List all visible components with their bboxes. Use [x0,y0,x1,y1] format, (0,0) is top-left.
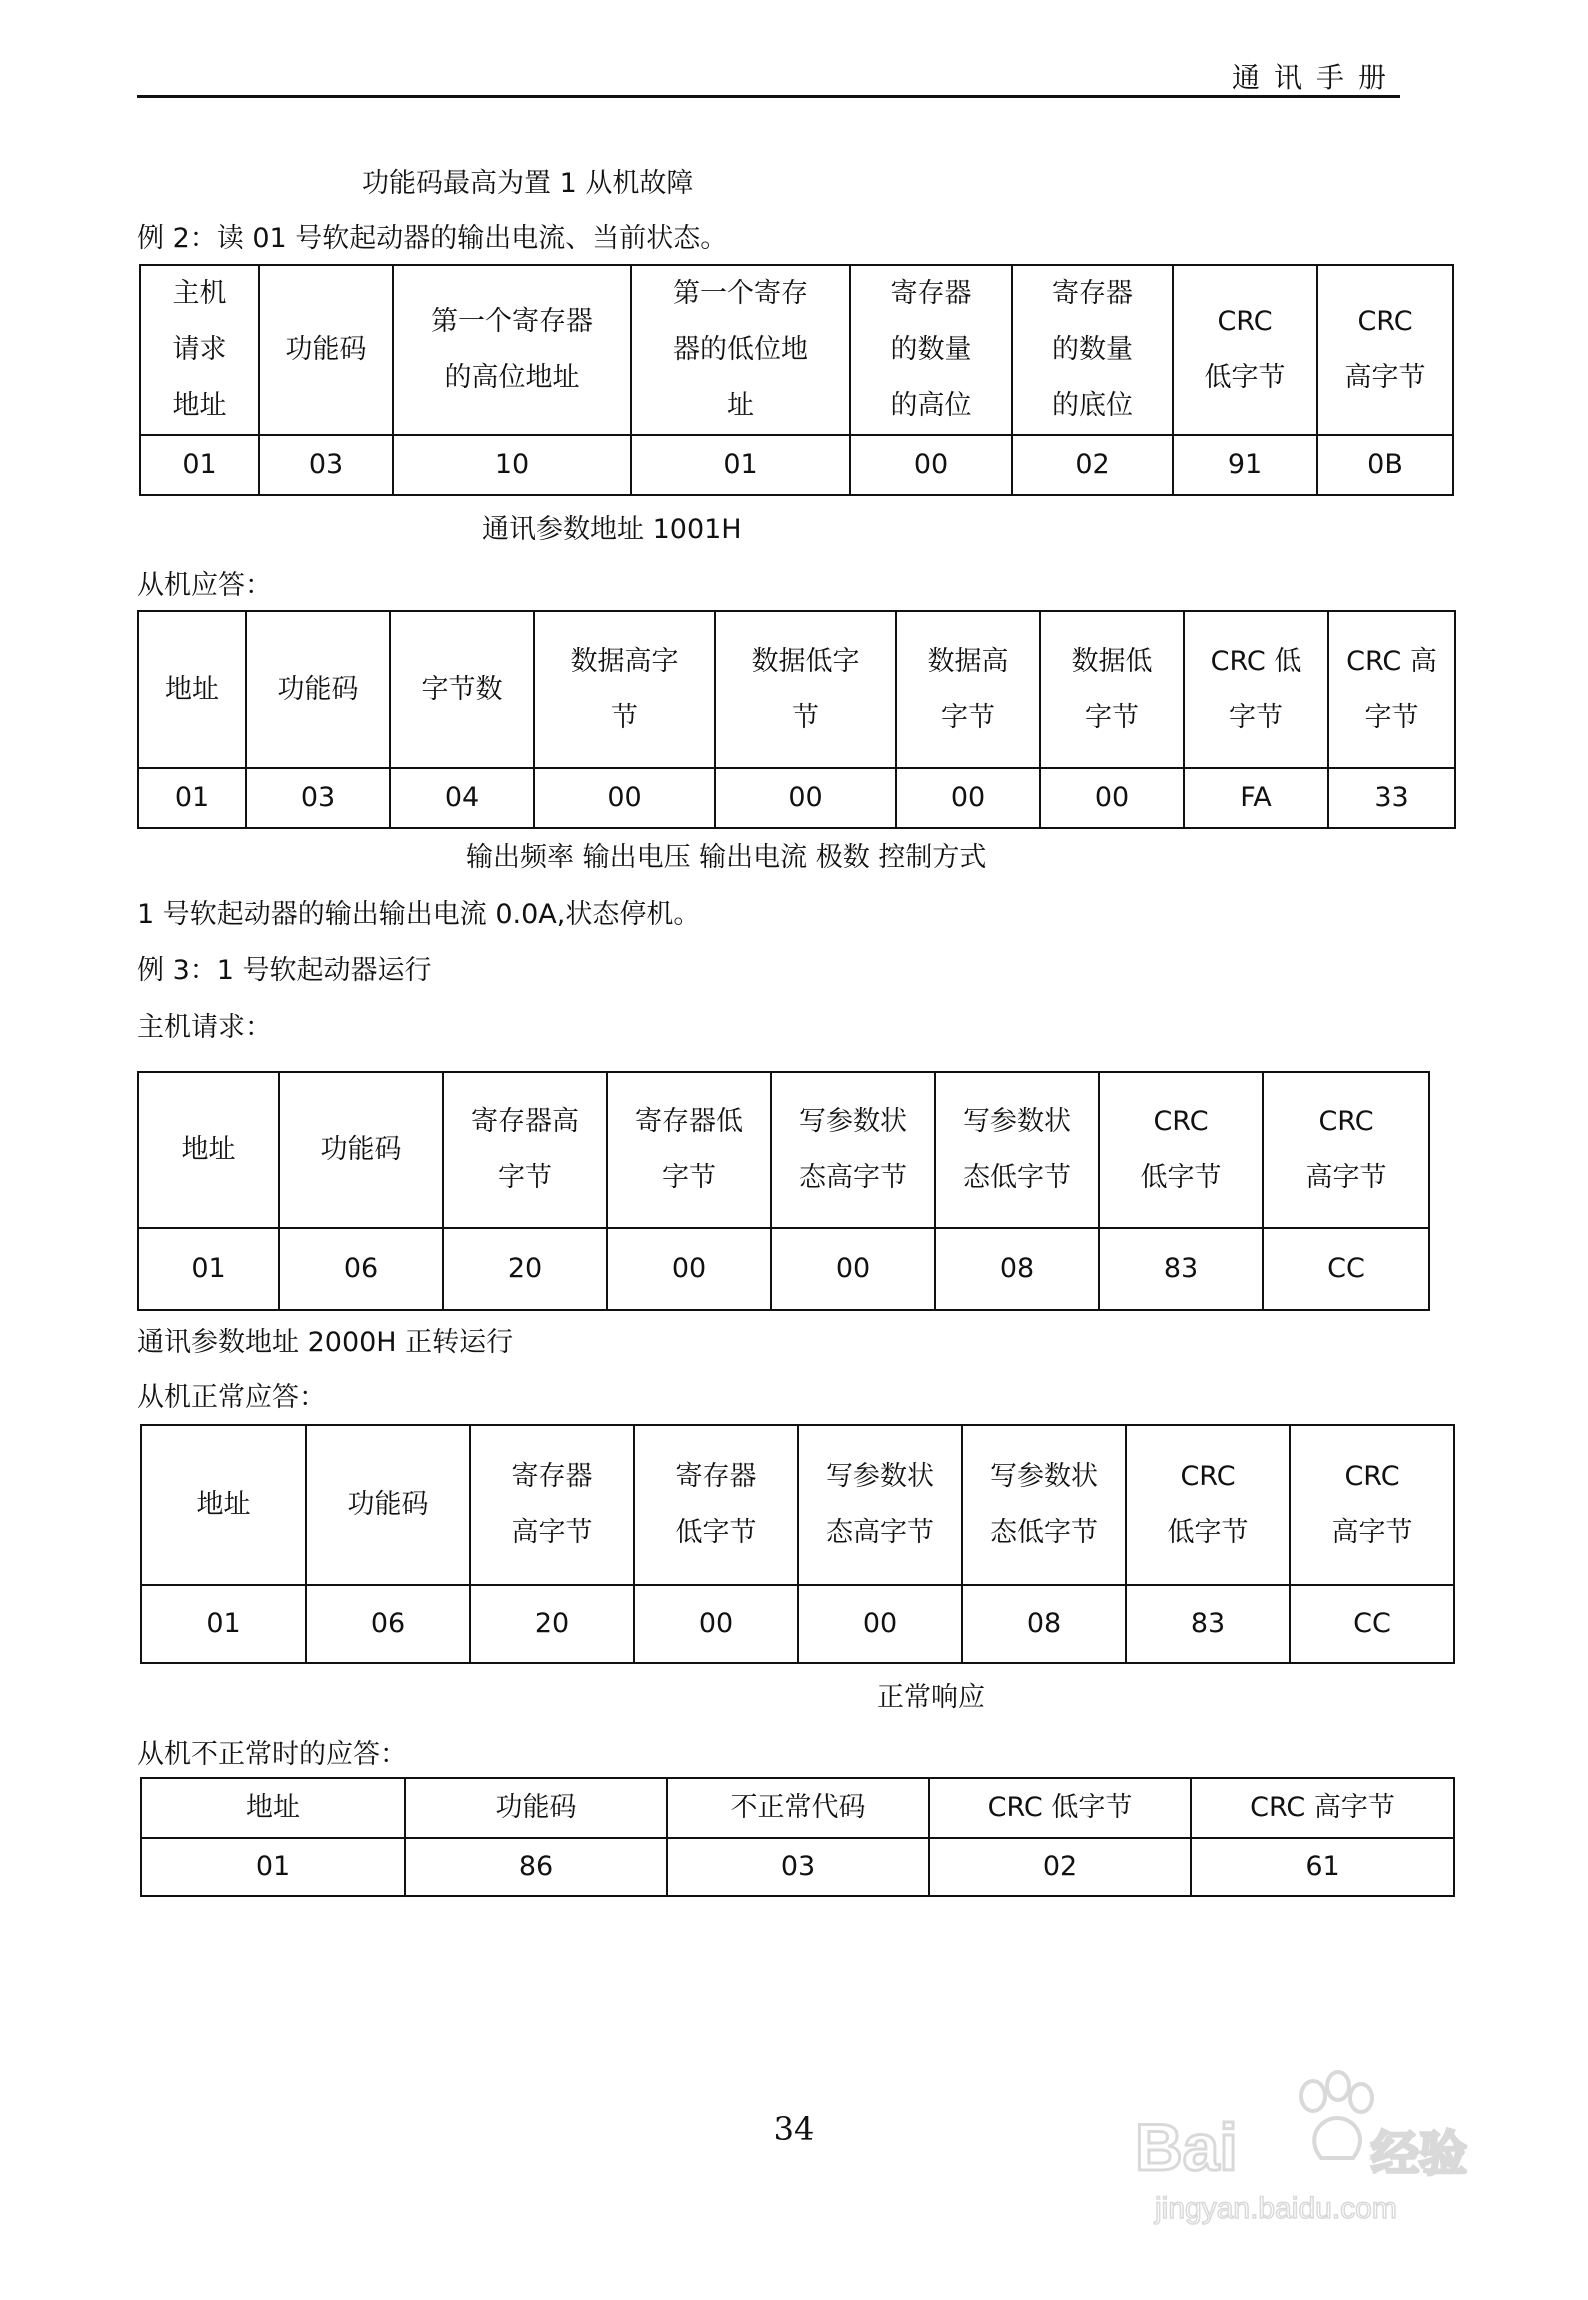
ex3-normal-header-row [141,1425,1454,1585]
table-header-cell: 地址 [141,1425,306,1585]
header-rule [137,95,1400,98]
table-cell: 01 [141,1585,306,1663]
ex2-request-header-row [140,265,1453,435]
table-cell: 01 [631,435,850,495]
table-header-cell: 功能码 [259,265,393,435]
table-header-cell: 数据低 字节 [1040,611,1184,768]
table-cell: 03 [246,768,390,828]
table-cell: 01 [138,768,246,828]
table-header-cell: 寄存器低 字节 [607,1072,771,1228]
table-cell: 00 [771,1228,935,1310]
table-header-cell: 字节数 [390,611,534,768]
ex3-abnormal-value-row [141,1838,1454,1896]
svg-text:经验: 经验 [1371,2128,1468,2181]
table-cell: 33 [1328,768,1455,828]
svg-text:Bai: Bai [1135,2110,1238,2184]
table-cell: 20 [470,1585,634,1663]
ex3-normal-table [140,1424,1455,1664]
ex3-request-header-row [138,1072,1429,1228]
ex2-summary: 1 号软起动器的输出输出电流 0.0A,状态停机。 [137,899,701,930]
table-header-cell: 地址 [141,1778,405,1838]
table-header-cell: 数据高字 节 [534,611,715,768]
table-header-cell: 功能码 [279,1072,443,1228]
ex3-abnormal-table [140,1777,1455,1897]
example2-title: 例 2：读 01 号软起动器的输出电流、当前状态。 [137,223,728,254]
table-cell: 83 [1099,1228,1263,1310]
ex3-request-value-row [138,1228,1429,1310]
table-header-cell: 寄存器 高字节 [470,1425,634,1585]
table-cell: 08 [962,1585,1126,1663]
table-cell: 06 [306,1585,470,1663]
table-header-cell: CRC 高字节 [1263,1072,1429,1228]
table-header-cell: 地址 [138,611,246,768]
table-header-cell: 第一个寄存器 的高位地址 [393,265,631,435]
table-cell: 00 [715,768,896,828]
page-number: 34 [773,2110,815,2148]
table-header-cell: 不正常代码 [667,1778,929,1838]
ex3-param-note: 通讯参数地址 2000H 正转运行 [137,1327,514,1358]
table-header-cell: 写参数状 态高字节 [798,1425,962,1585]
table-header-cell: 功能码 [405,1778,667,1838]
table-cell: 03 [259,435,393,495]
table-cell: 61 [1191,1838,1454,1896]
table-header-cell: CRC 高 字节 [1328,611,1455,768]
table-header-cell: CRC 低 字节 [1184,611,1328,768]
ex3-normal-value-row [141,1585,1454,1663]
table-cell: 0B [1317,435,1453,495]
ex2-reply-label: 从机应答： [137,570,272,601]
table-cell: 02 [1012,435,1173,495]
table-header-cell: 地址 [138,1072,279,1228]
table-cell: 06 [279,1228,443,1310]
ex2-reply-table [137,610,1456,829]
ex2-reply-value-row [138,768,1455,828]
table-header-cell: 功能码 [246,611,390,768]
table-cell: 20 [443,1228,607,1310]
table-header-cell: 第一个寄存 器的低位地 址 [631,265,850,435]
table-cell: 00 [634,1585,798,1663]
table-cell: 10 [393,435,631,495]
table-cell: 03 [667,1838,929,1896]
table-header-cell: CRC 低字节 [1099,1072,1263,1228]
table-header-cell: 数据高 字节 [896,611,1040,768]
baidu-watermark-logo [1125,2058,1505,2228]
ex3-request-label: 主机请求： [137,1012,272,1043]
table-header-cell: 寄存器 低字节 [634,1425,798,1585]
table-header-cell: CRC 高字节 [1317,265,1453,435]
table-header-cell: 寄存器 的数量 的底位 [1012,265,1173,435]
fault-note: 功能码最高为置 1 从机故障 [362,168,694,199]
table-cell: CC [1290,1585,1454,1663]
table-cell: 01 [140,435,259,495]
example3-title: 例 3：1 号软起动器运行 [137,955,432,986]
table-header-cell: 主机 请求 地址 [140,265,259,435]
table-header-cell: 寄存器 的数量 的高位 [850,265,1012,435]
table-cell: 00 [534,768,715,828]
ex3-abnormal-header-row [141,1778,1454,1838]
table-cell: CC [1263,1228,1429,1310]
ex3-request-table [137,1071,1430,1311]
table-header-cell: 写参数状 态低字节 [962,1425,1126,1585]
table-cell: 01 [141,1838,405,1896]
table-header-cell: 功能码 [306,1425,470,1585]
table-header-cell: 寄存器高 字节 [443,1072,607,1228]
table-cell: 83 [1126,1585,1290,1663]
table-header-cell: 数据低字 节 [715,611,896,768]
table-header-cell: CRC 低字节 [1173,265,1317,435]
table-header-cell: 写参数状 态高字节 [771,1072,935,1228]
ex2-reply-header-row [138,611,1455,768]
ex3-normal-label: 从机正常应答： [137,1382,326,1413]
table-cell: 08 [935,1228,1099,1310]
table-cell: 02 [929,1838,1191,1896]
table-header-cell: CRC 低字节 [1126,1425,1290,1585]
table-cell: 91 [1173,435,1317,495]
ex3-abnormal-label: 从机不正常时的应答： [137,1739,407,1770]
table-header-cell: CRC 高字节 [1290,1425,1454,1585]
ex2-param-note: 通讯参数地址 1001H [482,514,742,545]
table-cell: 00 [896,768,1040,828]
ex2-request-table [139,264,1454,496]
table-header-cell: CRC 低字节 [929,1778,1191,1838]
table-cell: 00 [1040,768,1184,828]
table-cell: FA [1184,768,1328,828]
table-cell: 00 [607,1228,771,1310]
header-title: 通讯手册 [1231,61,1400,94]
table-header-cell: CRC 高字节 [1191,1778,1454,1838]
ex3-normal-note: 正常响应 [877,1682,985,1713]
svg-text:jingyan.baidu.com: jingyan.baidu.com [1155,2192,1397,2225]
table-cell: 04 [390,768,534,828]
ex2-request-value-row [140,435,1453,495]
table-cell: 00 [798,1585,962,1663]
table-cell: 00 [850,435,1012,495]
ex2-reply-note: 输出频率 输出电压 输出电流 极数 控制方式 [466,842,987,873]
table-cell: 86 [405,1838,667,1896]
table-header-cell: 写参数状 态低字节 [935,1072,1099,1228]
table-cell: 01 [138,1228,279,1310]
